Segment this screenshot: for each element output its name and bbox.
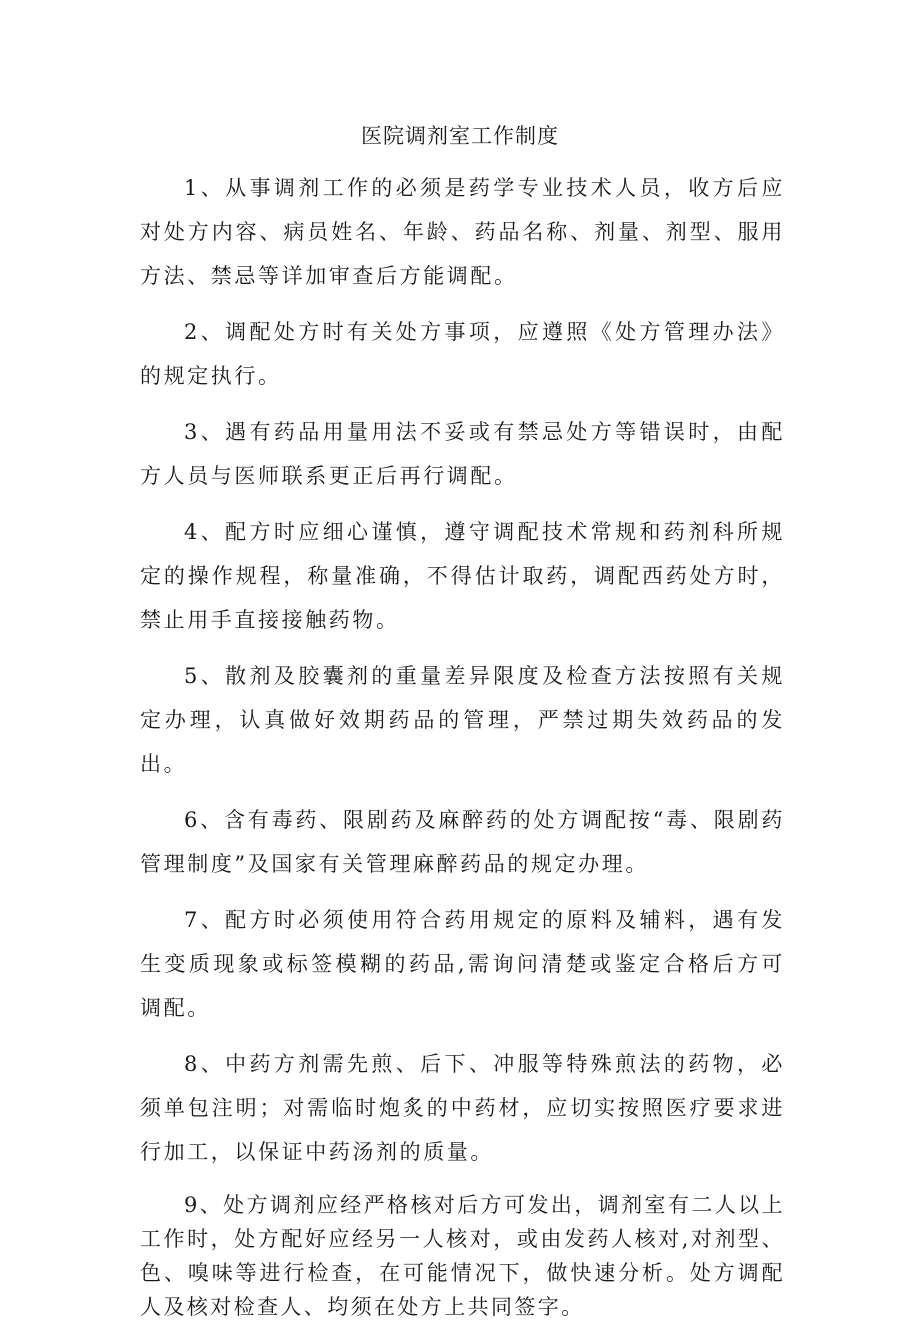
regulation-item-4: 4、配方时应细心谨慎，遵守调配技术常规和药剂科所规定的操作规程，称量准确，不得估计取药，调配西药处方时，禁止用手直接接触药物。 xyxy=(140,520,785,632)
regulation-list xyxy=(140,166,785,1336)
regulation-item-6: 6、含有毒药、限剧药及麻醉药的处方调配按“毒、限剧药管理制度”及国家有关管理麻醉药品的规定办理。 xyxy=(140,808,785,876)
regulation-item-5: 5、散剂及胶囊剂的重量差异限度及检查方法按照有关规定办理，认真做好效期药品的管理，严禁过期失效药品的发出。 xyxy=(140,664,785,776)
regulation-item-1: 1、从事调剂工作的必须是药学专业技术人员，收方后应对处方内容、病员姓名、年龄、药品名称、剂量、剂型、服用方法、禁忌等详加审查后方能调配。 xyxy=(140,176,785,288)
regulation-item-8: 8、中药方剂需先煎、后下、冲服等特殊煎法的药物，必须单包注明；对需临时炮炙的中药材，应切实按照医疗要求进行加工，以保证中药汤剂的质量。 xyxy=(140,1052,785,1164)
regulation-item-7: 7、配方时必须使用符合药用规定的原料及辅料，遇有发生变质现象或标签模糊的药品,需询问清楚或鉴定合格后方可调配。 xyxy=(140,908,785,1020)
document-title: 医院调剂室工作制度 xyxy=(361,124,559,148)
regulation-item-3: 3、遇有药品用量用法不妥或有禁忌处方等错误时，由配方人员与医师联系更正后再行调配。 xyxy=(140,420,785,488)
regulation-item-9: 9、处方调剂应经严格核对后方可发出，调剂室有二人以上工作时，处方配好应经另一人核对，或由发药人核对,对剂型、色、嗅味等进行检查，在可能情况下，做快速分析。处方调配人及核对检查人、均须在处方上共同签字。 xyxy=(140,1193,785,1319)
regulation-item-2: 2、调配处方时有关处方事项，应遵照《处方管理办法》的规定执行。 xyxy=(140,320,785,388)
